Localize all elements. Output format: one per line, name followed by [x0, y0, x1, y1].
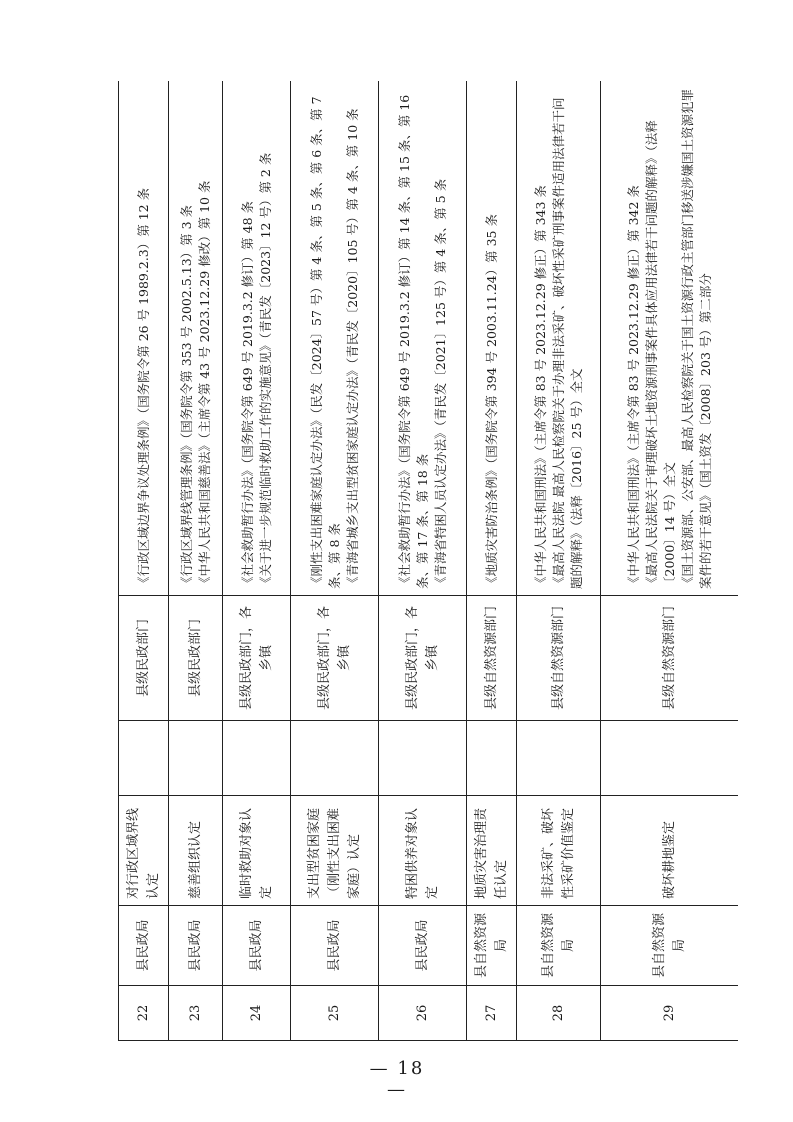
blank-cell: [169, 721, 223, 796]
table-body: [119, 81, 739, 1041]
legal-basis-entry: 《行政区域边界争议处理条例》（国务院令第 26 号 1989.2.3）第 12 条: [135, 187, 151, 589]
blank-cell: [467, 721, 517, 796]
legal-basis-entry: 《地质灾害防治条例》（国务院令第 394 号 2003.11.24）第 35 条: [483, 214, 499, 589]
responsible-subject-cell: 县级民政部门，各乡镇: [223, 596, 291, 721]
blank-cell: [601, 721, 739, 796]
blank-cell: [291, 721, 379, 796]
rotated-table-container: [118, 81, 738, 1041]
table-row: [601, 81, 739, 1041]
row-number: 25: [291, 986, 379, 1041]
legal-basis-entry: 《最高人民法院 最高人民检察院关于办理非法采矿、破坏性采矿刑事案件适用法律若干问题的解释》（法释〔2016〕25 号）全文: [550, 97, 584, 589]
department-cell: 县自然资源局: [467, 906, 517, 986]
legal-basis-cell: [517, 81, 601, 596]
legal-basis-cell: [467, 81, 517, 596]
table-row: [119, 81, 169, 1041]
department-cell: 县自然资源局: [601, 906, 739, 986]
legal-basis-cell: [601, 81, 739, 596]
blank-cell: [379, 721, 467, 796]
row-number: 24: [223, 986, 291, 1041]
row-number: 29: [601, 986, 739, 1041]
responsible-subject-cell: 县级自然资源部门: [517, 596, 601, 721]
table-row: [291, 81, 379, 1041]
table-row: [223, 81, 291, 1041]
legal-basis-entry: 《青海省城乡支出型贫困家庭认定办法》（青民发〔2020〕105 号）第 4 条、第 10 条: [344, 108, 360, 589]
table-row: [169, 81, 223, 1041]
legal-basis-entry: 《关于进一步规范临时救助工作的实施意见》（青民发〔2023〕12 号）第 2 条: [257, 152, 273, 589]
legal-basis-entry: 《行政区域界线管理条例》（国务院令第 353 号 2002.5.13）第 3 条: [178, 204, 194, 589]
item-name-cell: 地质灾害治理责任认定: [467, 796, 517, 906]
department-cell: 县民政局: [291, 906, 379, 986]
legal-basis-cell: [169, 81, 223, 596]
item-name-cell: 非法采矿、破坏性采矿价值鉴定: [517, 796, 601, 906]
row-number: 23: [169, 986, 223, 1041]
row-number: 22: [119, 986, 169, 1041]
table-row: [379, 81, 467, 1041]
responsible-subject-cell: 县级自然资源部门: [601, 596, 739, 721]
blank-cell: [119, 721, 169, 796]
legal-basis-cell: [379, 81, 467, 596]
table-row: [517, 81, 601, 1041]
responsible-subject-cell: 县级民政部门: [169, 596, 223, 721]
blank-cell: [517, 721, 601, 796]
legal-basis-entry: 《中华人民共和国慈善法》（主席令第 43 号 2023.12.29 修改）第 10 条: [196, 180, 212, 589]
row-number: 27: [467, 986, 517, 1041]
department-cell: 县民政局: [223, 906, 291, 986]
department-cell: 县民政局: [169, 906, 223, 986]
recognition-items-table: [118, 81, 738, 1041]
department-cell: 县自然资源局: [517, 906, 601, 986]
blank-cell: [223, 721, 291, 796]
legal-basis-entry: 《中华人民共和国刑法》（主席令第 83 号 2023.12.29 修正）第 342 条: [625, 185, 641, 589]
department-cell: 县民政局: [379, 906, 467, 986]
legal-basis-cell: [291, 81, 379, 596]
responsible-subject-cell: 县级自然资源部门: [467, 596, 517, 721]
item-name-cell: 特困供养对象认定: [379, 796, 467, 906]
item-name-cell: 慈善组织认定: [169, 796, 223, 906]
responsible-subject-cell: 县级民政部门，各乡镇: [291, 596, 379, 721]
item-name-cell: 支出型贫困家庭（刚性支出困难家庭）认定: [291, 796, 379, 906]
row-number: 26: [379, 986, 467, 1041]
legal-basis-entry: 《中华人民共和国刑法》（主席令第 83 号 2023.12.29 修正）第 343 条: [532, 185, 548, 589]
legal-basis-entry: 《国土资源部、公安部、最高人民检察院关于国土资源行政主管部门移送涉嫌国土资源犯罪案件的若干意见》（国土资发〔2008〕203 号）第二部分: [679, 88, 713, 589]
item-name-cell: 临时救助对象认定: [223, 796, 291, 906]
rotated-table: [118, 81, 738, 1041]
department-cell: 县民政局: [119, 906, 169, 986]
row-number: 28: [517, 986, 601, 1041]
legal-basis-entry: 《刚性支出困难家庭认定办法》（民发〔2024〕57 号）第 4 条、第 5 条、第 6 条、第 7 条、第 8 条: [308, 96, 342, 589]
legal-basis-entry: 《最高人民法院关于审理破坏土地资源刑事案件具体应用法律若干问题的解释》（法释〔2000〕14 号）全文: [643, 120, 677, 589]
legal-basis-cell: [223, 81, 291, 596]
legal-basis-entry: 《社会救助暂行办法》（国务院令第 649 号 2019.3.2 修订）第 48 条: [239, 200, 255, 589]
responsible-subject-cell: 县级民政部门，各乡镇: [379, 596, 467, 721]
legal-basis-cell: [119, 81, 169, 596]
legal-basis-entry: 《社会救助暂行办法》（国务院令第 649 号 2019.3.2 修订）第 14 条、第 15 条、第 16 条、第 17 条、第 18 条: [396, 94, 430, 589]
item-name-cell: 破坏耕地鉴定: [601, 796, 739, 906]
page-number: — 18 —: [369, 1058, 425, 1100]
legal-basis-entry: 《青海省特困人员认定办法》（青民发〔2021〕125 号）第 4 条、第 5 条: [432, 178, 448, 589]
responsible-subject-cell: 县级民政部门: [119, 596, 169, 721]
item-name-cell: 对行政区域界线认定: [119, 796, 169, 906]
table-row: [467, 81, 517, 1041]
